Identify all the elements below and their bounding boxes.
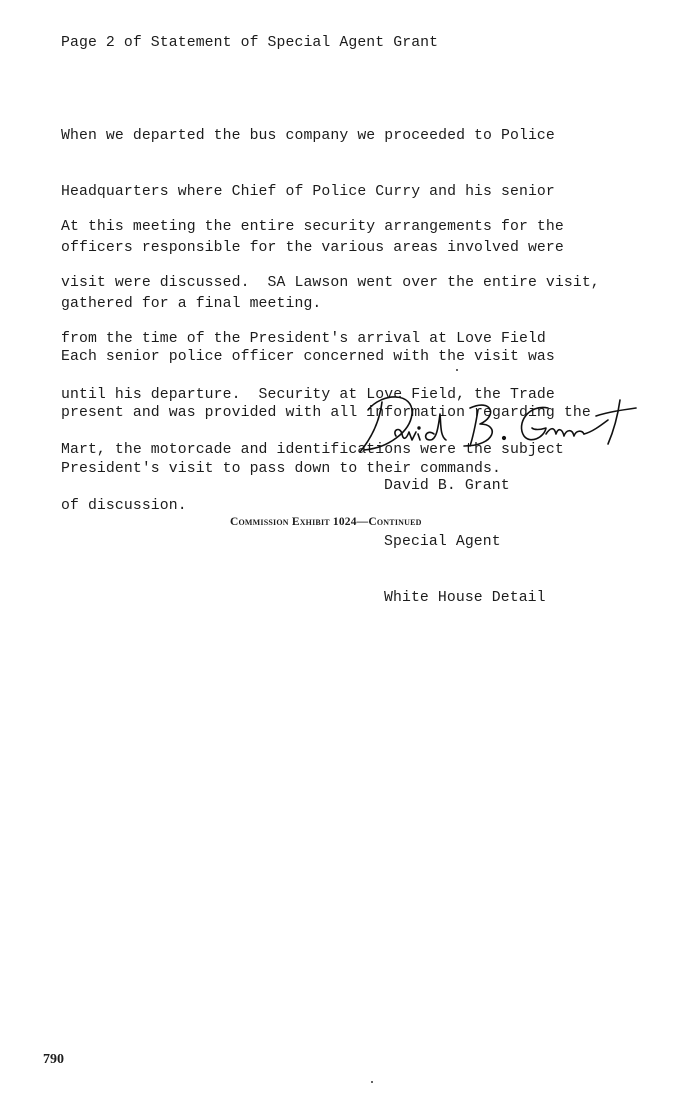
paragraph-line: present and was provided with all information regarding the: [61, 404, 591, 421]
scan-speck: [456, 369, 458, 371]
exhibit-caption: Commission Exhibit 1024—Continued: [230, 516, 422, 528]
paragraph-line: gathered for a final meeting.: [61, 295, 322, 312]
paragraph-line: until his departure. Security at Love Field, the Trade: [61, 386, 555, 403]
signer-name: David B. Grant: [384, 478, 510, 495]
paragraph-line: Mart, the motorcade and identifications were the subject: [61, 442, 564, 459]
paragraph-line: When we departed the bus company we proceeded to Police: [61, 128, 555, 145]
scan-speck: [371, 1081, 373, 1083]
paragraph-line: Each senior police officer concerned with the visit was: [61, 349, 555, 366]
paragraph-line: At this meeting the entire security arrangements for the: [61, 219, 564, 236]
paragraph-line: of discussion.: [61, 498, 187, 515]
signer-unit: White House Detail: [384, 589, 546, 606]
paragraph-line: visit were discussed. SA Lawson went over the entire visit,: [61, 274, 600, 291]
paragraph-line: President's visit to pass down to their commands.: [61, 460, 501, 477]
signer-title: Special Agent: [384, 533, 501, 550]
page-header: Page 2 of Statement of Special Agent Grant: [61, 35, 439, 51]
page-number: 790: [43, 1052, 64, 1067]
paragraph-line: officers responsible for the various areas involved were: [61, 239, 564, 256]
signature-block: [384, 440, 546, 645]
paragraph-line: from the time of the President's arrival at Love Field: [61, 330, 546, 347]
paragraph-line: Headquarters where Chief of Police Curry and his senior: [61, 183, 555, 200]
